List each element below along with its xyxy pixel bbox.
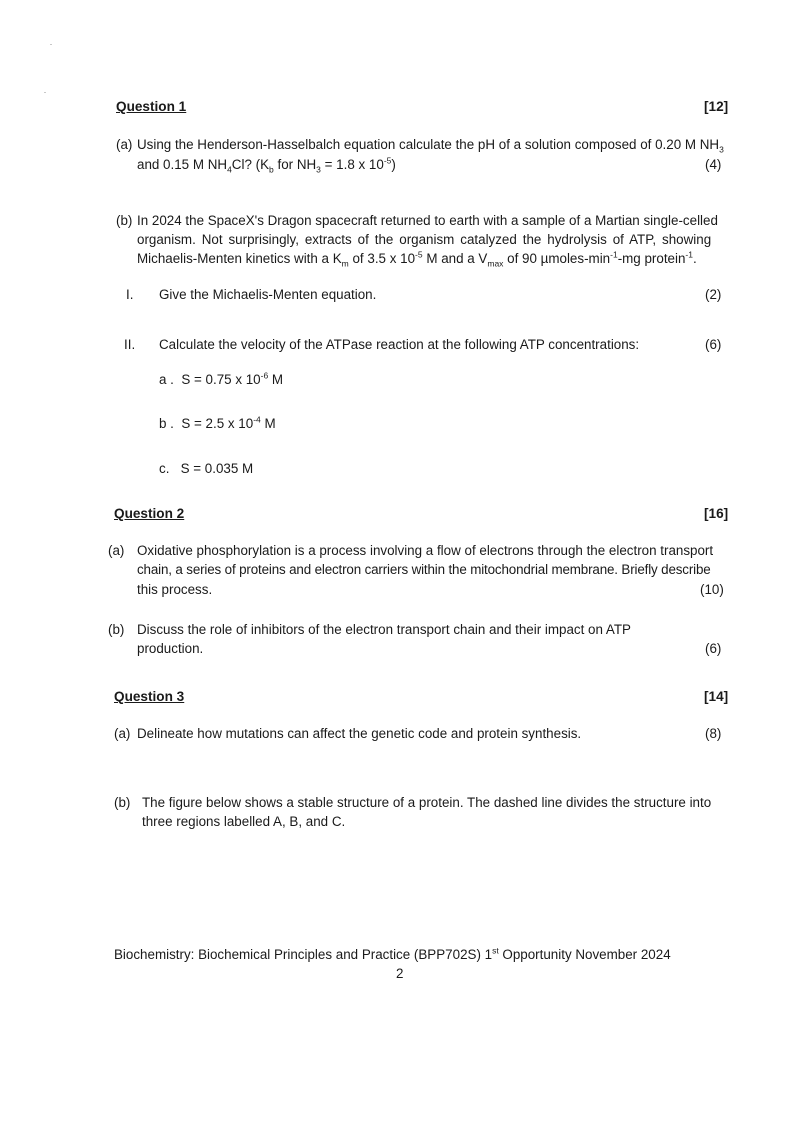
q1b-ii-text: Calculate the velocity of the ATPase reaction at the following ATP concentrations:	[159, 337, 640, 352]
q3a-text: Delineate how mutations can affect the genetic code and protein synthesis.	[137, 726, 582, 741]
q2a-line1: Oxidative phosphorylation is a process involving a flow of electrons through the electron transport	[137, 543, 714, 558]
q2b-marks: (6)	[705, 641, 722, 656]
question-1-total-marks: [12]	[704, 99, 729, 114]
q1a-line1: Using the Henderson-Hasselbalch equation calculate the pH of a solution composed of 0.20 M $NH_3$	[137, 137, 724, 155]
scan-speck	[50, 44, 52, 45]
question-3-title: Question 3	[114, 689, 185, 704]
q3b-line2: three regions labelled A, B, and C.	[142, 814, 346, 829]
q1b-line2: organism. Not surprisingly, extracts of the organism catalyzed the hydrolysis of ATP, showing	[137, 232, 712, 247]
q1b-ii-item-a: a . S = 0.75 x $10^{-6}$ M	[159, 370, 284, 387]
question-2-title: Question 2	[114, 506, 185, 521]
q1b-i-text: Give the Michaelis-Menten equation.	[159, 287, 377, 302]
q3a-marks: (8)	[705, 726, 722, 741]
q1b-ii-item-b: b . S = 2.5 x $10^{-4}$ M	[159, 414, 276, 431]
q1a-line2: and 0.15 M $NH_4Cl$? ($K_b$ for $NH_3 = 1.8$ x $10^{-5}$)	[137, 155, 396, 175]
q2a-line2: chain, a series of proteins and electron carriers within the mitochondrial membrane. Briefly describe	[137, 562, 711, 577]
q1b-ii-item-c: c. S = 0.035 M	[159, 461, 254, 476]
page-number: 2	[396, 966, 404, 981]
q3b-label: (b)	[114, 795, 131, 810]
q1b-ii-label: II.	[124, 337, 136, 352]
q2b-line2: production.	[137, 641, 204, 656]
q2a-label: (a)	[108, 543, 125, 558]
q1a-label: (a)	[116, 137, 133, 152]
q2a-marks: (10)	[700, 582, 724, 597]
question-2-total-marks: [16]	[704, 506, 729, 521]
q3b-line1: The figure below shows a stable structure of a protein. The dashed line divides the structure into	[142, 795, 712, 810]
q2b-line1: Discuss the role of inhibitors of the electron transport chain and their impact on ATP	[137, 622, 631, 637]
q1b-i-label: I.	[126, 287, 134, 302]
question-1-title: Question 1	[116, 99, 187, 114]
question-3-total-marks: [14]	[704, 689, 729, 704]
q1b-line1: In 2024 the SpaceX's Dragon spacecraft returned to earth with a sample of a Martian single-celled	[137, 213, 718, 228]
q2b-label: (b)	[108, 622, 125, 637]
q1b-line3: Michaelis-Menten kinetics with a $K_m$ of 3.5 x $10^{-5}$ M and a $V_{max}$ of 90 µmoles-$\min^{-1}-mg$ protein$^{-1}$.	[137, 249, 697, 269]
q2a-line3: this process.	[137, 582, 213, 597]
q3a-label: (a)	[114, 726, 131, 741]
q1b-i-marks: (2)	[705, 287, 722, 302]
page-footer: Biochemistry: Biochemical Principles and Practice (BPP702S) 1st Opportunity November 2024	[114, 945, 671, 962]
scan-speck	[44, 92, 46, 93]
q1b-ii-marks: (6)	[705, 337, 722, 352]
q1a-marks: (4)	[705, 157, 722, 172]
q1b-label: (b)	[116, 213, 133, 228]
